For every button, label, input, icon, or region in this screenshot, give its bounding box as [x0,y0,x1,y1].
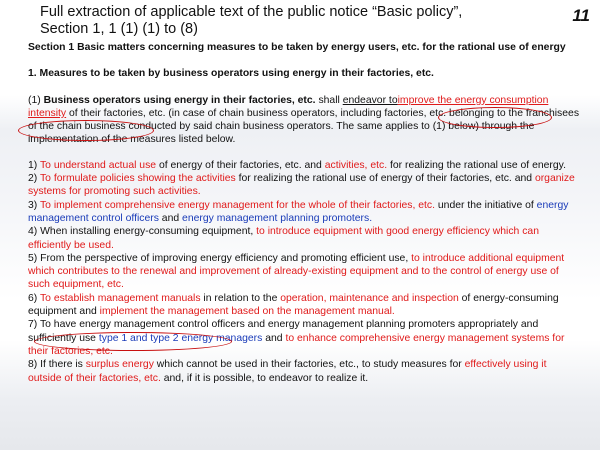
list-item-8 [28,358,580,385]
item-text: of energy of their factories, etc. and [156,159,325,171]
list-item-5 [28,252,580,292]
item-highlight: To implement comprehensive energy management for the whole of their factories, etc. [39,199,435,211]
slide-title [40,4,520,38]
item-highlight-circled: To establish management manuals [39,292,201,304]
item-text: and [158,212,183,224]
section-heading: Section 1 Basic matters concerning measures to be taken by energy users, etc. for the rational use of energy [28,42,566,53]
intro-paragraph [28,94,580,147]
item-highlight: to enhance comprehensive energy management systems for their factories, etc. [28,332,565,357]
item-text: 2) [28,173,40,185]
item-highlight-blue: energy management planning promoters. [182,212,373,224]
intro-highlight: improve the energy consumption intensity [28,94,549,119]
intro-text: shall [315,94,343,106]
item-highlight: implement the management based on the management manual. [99,306,395,318]
intro-text-rest: of their factories, etc. (in case of chain business operators, including factories, etc. belonging to the franchisees of the chain business conducted by said chain business operators. The same applies to (1) below) through the implementation of the measures listed below. [28,107,580,146]
slide-number: 11 [572,6,590,25]
intro-subject: Business operators using energy in their factories, etc. [43,94,316,106]
list-item-1 [28,159,580,172]
item-highlight: To understand actual use [39,159,157,171]
item-highlight-blue: energy management control officers [28,199,569,224]
item-text: of energy-consuming equipment and [28,292,559,318]
intro-endeavor: endeavor to [342,94,398,106]
slide-body [28,41,580,385]
item-text: under the initiative of [435,199,537,211]
list-item-3 [28,199,580,226]
item-highlight: To formulate policies showing the activities [39,173,236,185]
list-item-4 [28,225,580,252]
item-text: which cannot be used in their factories, etc., to study measures for [153,359,465,371]
item-text: 5) From the perspective of improving energy efficiency and promoting efficient use, [28,252,412,264]
item-text: in relation to the [200,292,281,304]
item-text: for realizing the rational use of energy. [387,159,566,171]
intro-number: (1) [28,94,44,106]
slide-title-line-2: Section 1, 1 (1) (1) to (8) [40,21,198,37]
item-highlight: operation, maintenance and inspection [280,292,459,304]
subsection-heading: 1. Measures to be taken by business operators using energy in their factories, etc. [28,68,434,80]
item-highlight: organize systems for promoting such activities. [28,173,575,198]
list-item-2 [28,172,580,199]
item-text: for realizing the rational use of energy of their factories, etc. and [235,173,535,185]
item-highlight: to introduce equipment with good energy efficiency which can efficiently be used. [28,226,539,251]
item-highlight: surplus energy [85,359,154,371]
item-text: 7) To have energy management control officers and energy management planning promoters appropriately and sufficiently use [28,319,539,344]
item-highlight: effectively using it outside of their factories, etc. [28,359,547,384]
list-item-6 [28,292,580,319]
slide-title-line-1: Full extraction of applicable text of the public notice “Basic policy”, [40,4,463,20]
item-text: and, if it is possible, to endeavor to realize it. [160,372,369,384]
item-highlight: to introduce additional equipment which contributes to the renewal and improvement of already-existing equipment and to the control of energy use of such equipment, etc. [28,252,565,291]
item-highlight-blue: type 1 and type 2 energy managers [98,332,263,344]
item-text: 4) When installing energy-consuming equipment, [28,226,257,238]
item-text: 8) If there is [28,359,86,371]
list-item-7 [28,318,580,358]
item-text: 1) [28,159,40,171]
item-text: 3) [28,199,40,211]
item-text: 6) [28,292,40,304]
item-text: and [262,332,286,344]
item-highlight: activities, etc. [324,159,388,171]
